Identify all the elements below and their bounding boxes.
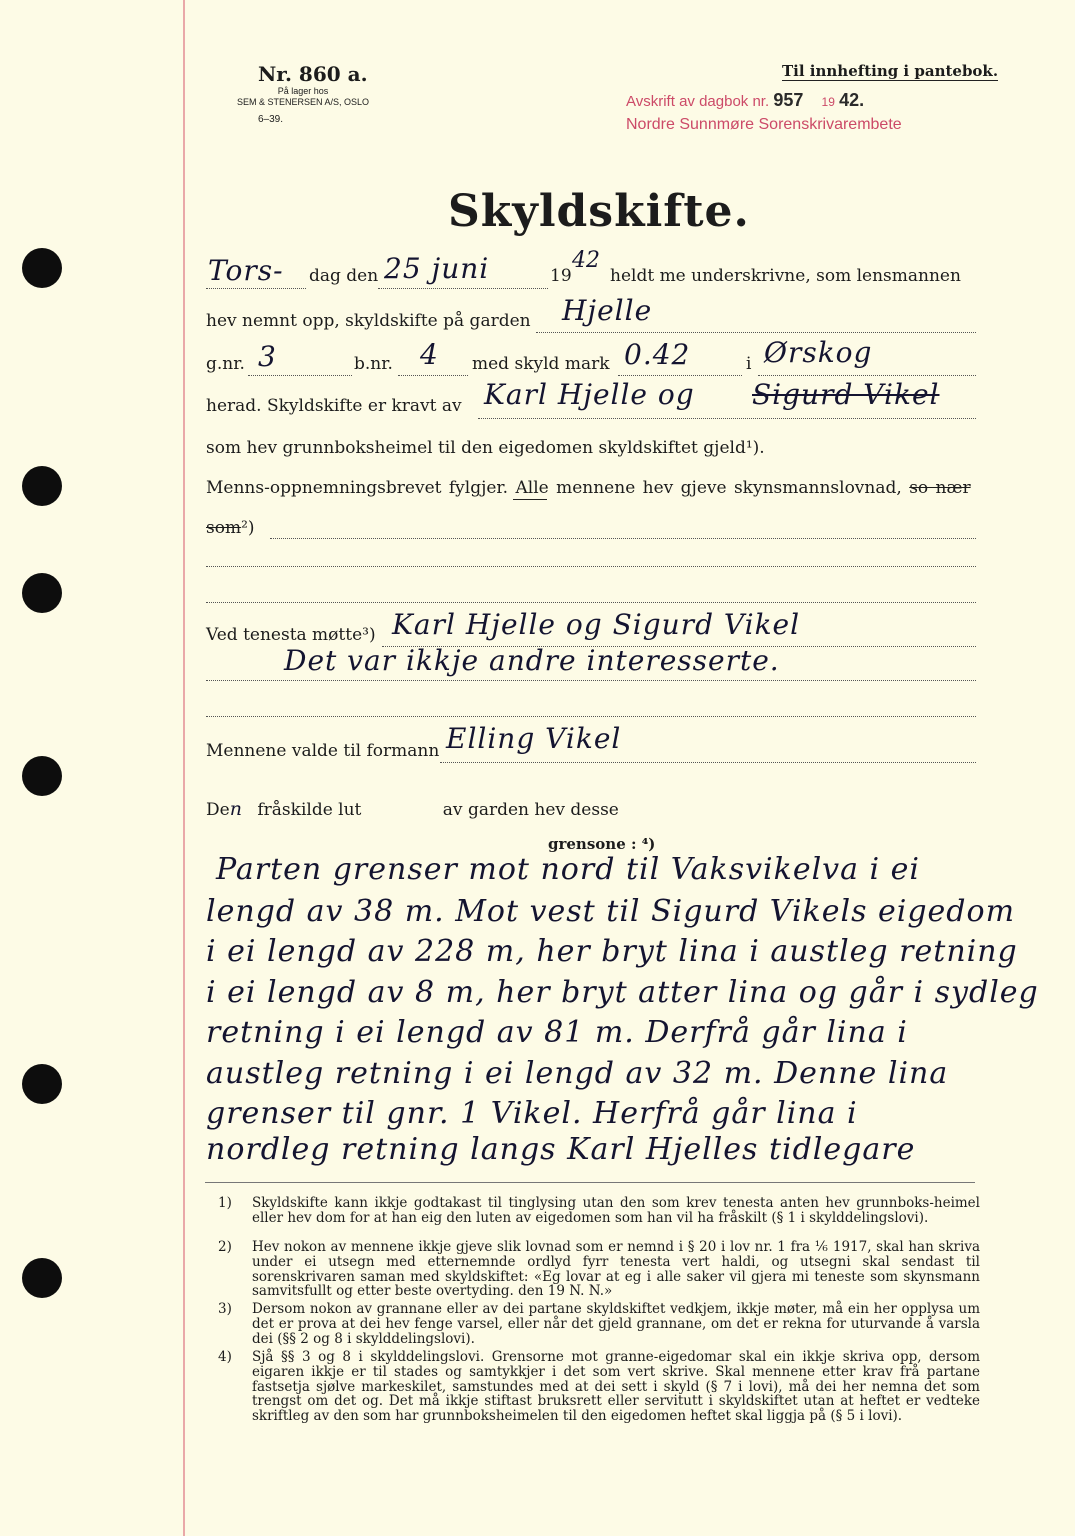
fill-line (248, 375, 352, 376)
exception-struck: som (206, 518, 242, 538)
footnote-number: 1) (218, 1195, 232, 1211)
bnr-handwritten: 4 (420, 338, 439, 371)
attended-label: Ved tenesta møtte³) (206, 625, 376, 645)
boundary-line: i ei lengd av 8 m, her bryt atter lina og går i sydleg (206, 975, 1039, 1010)
label-dag-den: dag den (309, 266, 379, 286)
binder-hole (22, 756, 62, 796)
boundaries-label: grensone : ⁴) (548, 835, 656, 853)
municipality-handwritten: Ørskog (764, 336, 873, 369)
appointment-main: Menns-oppnemningsbrevet fylgjer. Alle mennene hev gjeve skynsmannslovnad, (206, 478, 902, 498)
fill-line (206, 716, 976, 717)
skyld-handwritten: 0.42 (624, 338, 691, 371)
underline-alle (513, 499, 547, 500)
binder-hole (22, 1064, 62, 1104)
boundary-line: i ei lengd av 228 m, her bryt lina i austleg retning (206, 934, 1018, 969)
binder-hole (22, 573, 62, 613)
attended-handwritten-1: Karl Hjelle og Sigurd Vikel (392, 608, 801, 641)
fill-line (378, 288, 548, 289)
skyld-label: med skyld mark (472, 354, 610, 374)
exception-text (206, 518, 255, 538)
i-label: i (746, 354, 752, 374)
heimel-text: som hev grunnboksheimel til den eigedomen skyldskiftet gjeld¹). (206, 438, 765, 458)
publisher-date: 6–39. (258, 114, 284, 125)
boundary-line: retning i ei lengd av 81 m. Derfrå går lina i (206, 1015, 908, 1050)
weekday-handwritten: Tors- (208, 254, 284, 287)
binder-hole (22, 248, 62, 288)
gnr-handwritten: 3 (258, 340, 277, 373)
year-handwritten: 42 (572, 248, 600, 273)
exception-suffix: ²) (241, 518, 255, 538)
journal-number: 957 (773, 90, 804, 110)
gnr-label: g.nr. (206, 354, 245, 374)
binding-note: Til innhefting i pantebok. (782, 62, 999, 80)
farm-label: hev nemnt opp, skyldskifte på garden (206, 311, 531, 331)
publisher-line1: På lager hos (277, 86, 329, 96)
binder-hole (22, 1258, 62, 1298)
chairman-label: Mennene valde til formann (206, 741, 440, 761)
attended-handwritten-2: Det var ikkje andre interesserte. (284, 644, 780, 677)
date-handwritten: 25 juni (384, 252, 490, 285)
footnote-4 (218, 1350, 980, 1445)
fill-line (206, 566, 976, 567)
footnote-2 (218, 1240, 980, 1304)
footnote-number: 4) (218, 1349, 232, 1365)
stamp-prefix: Avskrift av dagbok nr. (626, 93, 770, 110)
footnote-text: Skyldskifte kann ikkje godtakast til tinglysing utan den som krev tenesta anten hev grunnboks-heimel eller hev dom for at han eig den luten av eigedomen som han vil ha fråskilt (§ 1 i skylddelingslovi). (252, 1195, 980, 1226)
footnote-1 (218, 1196, 980, 1242)
parcel-end: av garden hev desse (442, 800, 619, 820)
bnr-label: b.nr. (354, 354, 393, 374)
requester-struck-handwritten: Sigurd Vikel (752, 378, 940, 411)
fill-line (206, 602, 976, 603)
stamp-year-suffix: 42. (839, 90, 865, 110)
fill-line (206, 288, 306, 289)
line1-text: heldt me underskrivne, som lensmannen (610, 266, 961, 286)
publisher-imprint (218, 86, 388, 125)
fill-line (440, 762, 976, 763)
boundary-line: nordleg retning langs Karl Hjelles tidlegare (206, 1132, 916, 1167)
footnote-text: Dersom nokon av grannane eller av dei partane skyldskiftet vedkjem, ikkje møter, må ein her opplysa um det er prova at dei hev fenge varsel, eller når det gjeld grannane, om det er rekna for uturvande å varsla dei (§§ 2 og 8 i skylddelingslovi). (252, 1301, 980, 1347)
appointment-text (206, 478, 971, 498)
fill-line (478, 418, 976, 419)
parcel-mid: fråskilde lut (257, 800, 362, 820)
requester-label: herad. Skyldskifte er kravt av (206, 396, 462, 416)
boundary-line: austleg retning i ei lengd av 32 m. Denne lina (206, 1056, 949, 1091)
label-year-print: 19 (550, 266, 572, 286)
fill-line (536, 332, 976, 333)
fill-line (758, 375, 976, 376)
footnote-divider (205, 1182, 975, 1183)
stamp-year-prefix: 19 (821, 95, 835, 109)
document-title: Skyldskifte. (448, 186, 750, 237)
footnote-3 (218, 1302, 980, 1350)
chairman-handwritten: Elling Vikel (446, 722, 622, 755)
requester-handwritten: Karl Hjelle og (484, 378, 695, 411)
footnote-text: Sjå §§ 3 og 8 i skylddelingslovi. Grensorne mot granne-eigedomar skal ein ikkje skriva opp, dersom eigaren ikkje er til stades og samtykkjer i det som vert skrive. Skal mennene etter krav frå partane fastsetja sjølve markeskilet, samstundes med at dei sett i skyld (§ 7 i lovi), må dei her nemna det som trengst om det og. Det må ikkje stiftast bruksrett eller servitutt i skyldskiftet utan at heftet er vedteke skriftleg av den som har grunnboksheimelen til den eigedomen heftet skal liggja på (§ 5 i lovi). (252, 1349, 980, 1425)
farm-handwritten: Hjelle (562, 294, 653, 327)
fill-line (398, 375, 468, 376)
margin-rule (183, 0, 185, 1536)
registry-stamp-line2: Nordre Sunnmøre Sorenskrivarembete (626, 116, 902, 133)
fill-line (206, 680, 976, 681)
parcel-handwritten: n (229, 798, 242, 820)
boundary-line: lengd av 38 m. Mot vest til Sigurd Vikels eigedom (206, 894, 1016, 929)
boundary-line: grenser til gnr. 1 Vikel. Herfrå går lina i (206, 1096, 858, 1131)
parcel-line (206, 798, 619, 820)
boundary-line: Parten grenser mot nord til Vaksvikelva i ei (216, 852, 921, 887)
parcel-de: De (206, 800, 230, 820)
publisher-line2: SEM & STENERSEN A/S, OSLO (236, 97, 370, 107)
appointment-struck: so nær (909, 478, 971, 498)
fill-line (618, 375, 742, 376)
registry-stamp-line1 (626, 90, 864, 111)
binder-hole (22, 466, 62, 506)
footnote-number: 2) (218, 1239, 232, 1255)
form-number: Nr. 860 a. (258, 62, 368, 86)
footnote-number: 3) (218, 1301, 232, 1317)
footnote-text: Hev nokon av mennene ikkje gjeve slik lovnad som er nemnd i § 20 i lov nr. 1 fra ⅙ 1917, skal han skriva under ei utsegn med etternemnde ordlyd fyrr tenesta vert haldi, og utsegni skal sendast til sorenskrivaren saman med skyldskiftet: «Eg lovar at eg i alle saker vil gjera mi teneste som skynsmann samvitsfullt og etter beste overtyding. den 19 N. N.» (252, 1239, 980, 1300)
fill-line (270, 538, 976, 539)
